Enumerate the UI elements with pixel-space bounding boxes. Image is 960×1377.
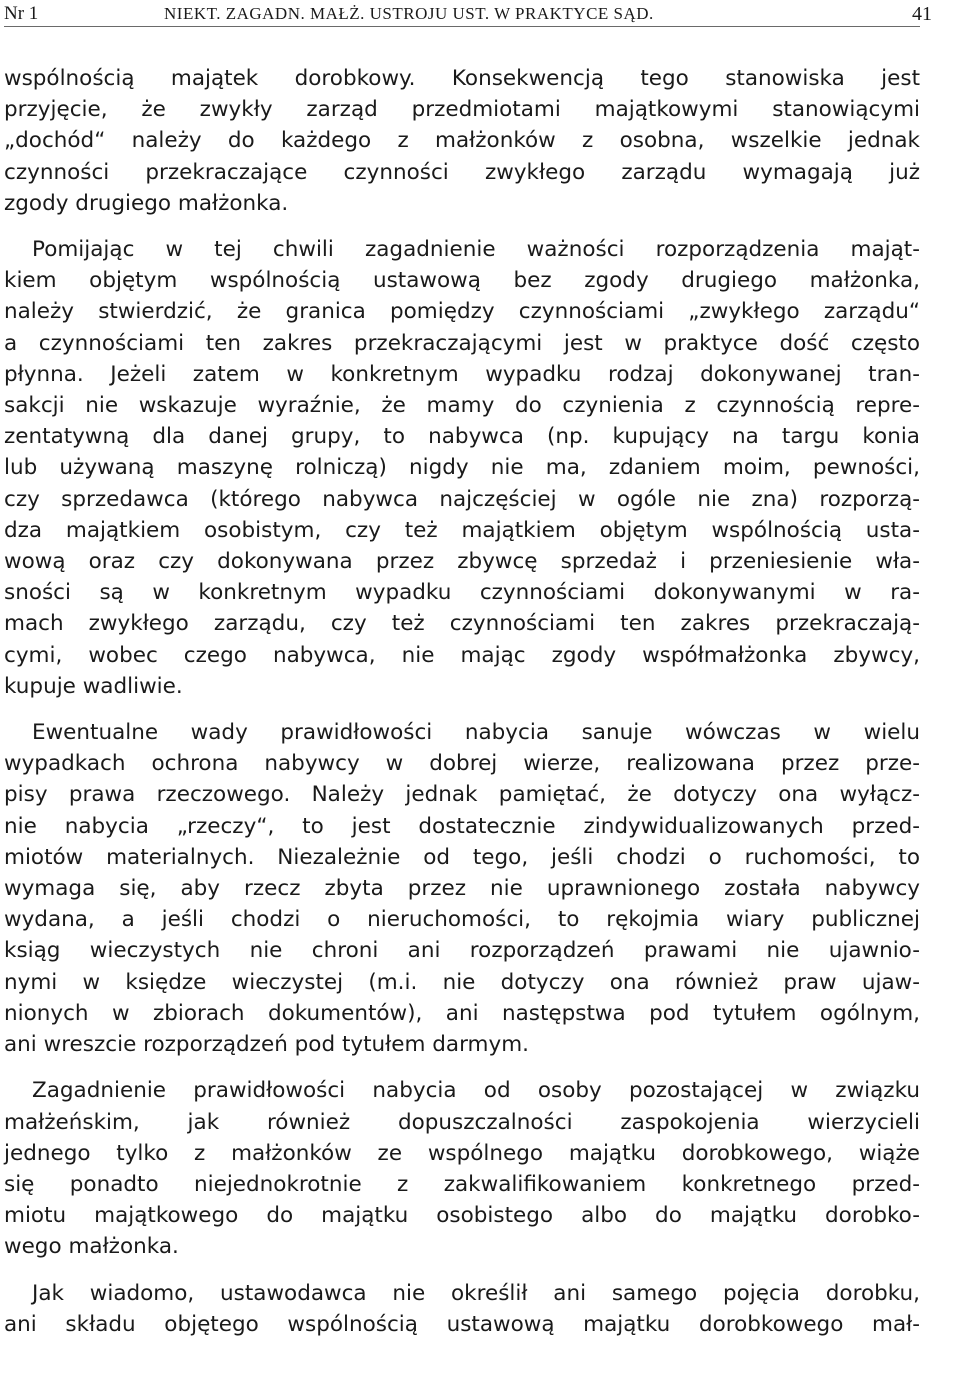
text-line: małżeńskim, jak również dopuszczalności zaspokojenia wierzycieli (4, 1109, 920, 1135)
text-line: lub używaną maszynę rolniczą) nigdy nie ma, zdaniem moim, pewności, (4, 455, 920, 481)
text-line: płynna. Jeżeli zatem w konkretnym wypadku rodzaj dokonywanej tran- (4, 361, 920, 387)
paragraph-gap (4, 219, 920, 234)
text-line: kiem objętym wspólnością ustawową bez zgody drugiego małżonka, (4, 268, 920, 294)
text-line: należy stwierdzić, że granica pomiędzy czynnościami „zwykłego zarządu“ (4, 299, 920, 325)
text-line: jednego tylko z małżonków ze wspólnego majątku dorobkowego, wiąże (4, 1140, 920, 1166)
paragraph (4, 63, 920, 219)
text-line: ani wreszcie rozporządzeń pod tytułem darmym. (4, 1032, 529, 1058)
text-line: miotów materialnych. Niezależnie od tego, jeśli chodzi o ruchomości, to (4, 844, 920, 870)
issue-label: Nr 1 (4, 3, 39, 24)
text-line: Zagadnienie prawidłowości nabycia od osoby pozostającej w związku (32, 1078, 920, 1104)
text-line: cymi, wobec czego nabywca, nie mając zgody współmałżonka zbywcy, (4, 642, 920, 668)
text-line: miotu majątkowego do majątku osobistego albo do majątku dorobko- (4, 1203, 920, 1229)
text-line: sakcji nie wskazuje wyraźnie, że mamy do czynienia z czynnością repre- (4, 393, 920, 419)
text-line: czynności przekraczające czynności zwykłego zarządu wymagają już (4, 159, 920, 185)
text-line: zgody drugiego małżonka. (4, 190, 289, 216)
text-line: kupuje wadliwie. (4, 673, 183, 699)
text-line: nionych w zbiorach dokumentów), ani następstwa pod tytułem ogólnym, (4, 1000, 920, 1026)
paragraph (4, 717, 920, 1060)
body-text (4, 63, 920, 1340)
text-line: „dochód“ należy do każdego z małżonków z osobna, wszelkie jednak (4, 128, 920, 154)
paragraph-gap (4, 1060, 920, 1075)
text-line: Pomijając w tej chwili zagadnienie ważności rozporządzenia mająt- (32, 237, 920, 263)
text-line: pisy prawa rzeczowego. Należy jednak pamiętać, że dotyczy ona wyłącz- (4, 782, 920, 808)
text-line: ksiąg wieczystych nie chroni ani rozporządzeń prawami nie ujawnio- (4, 938, 920, 964)
text-line: a czynnościami ten zakres przekraczającymi jest w praktyce dość często (4, 330, 920, 356)
running-title: NIEKT. ZAGADN. MAŁŻ. USTROJU UST. W PRAKTYCE SĄD. (164, 4, 654, 23)
text-line: Ewentualne wady prawidłowości nabycia sanuje wówczas w wielu (32, 720, 920, 746)
paragraph (4, 1278, 920, 1340)
text-line: mach zwykłego zarządu, czy też czynnościami ten zakres przekraczają- (4, 611, 920, 637)
text-line: czy sprzedawca (którego nabywca najczęściej w ogóle nie zna) rozporzą- (4, 486, 920, 512)
paragraph (4, 1075, 920, 1262)
text-line: wypadkach ochrona nabywcy w dobrej wierze, realizowana przez prze- (4, 751, 920, 777)
paragraph (4, 234, 920, 702)
text-line: wspólnością majątek dorobkowy. Konsekwencją tego stanowiska jest (4, 66, 920, 91)
running-header (4, 2, 932, 27)
text-line: wydana, a jeśli chodzi o nieruchomości, to rękojmia wiary publicznej (4, 907, 920, 933)
text-line: zentatywną dla danej grupy, to nabywca (np. kupujący na targu konia (4, 424, 920, 450)
text-line: nie nabycia „rzeczy“, to jest dostatecznie zindywidualizowanych przed- (4, 813, 920, 839)
text-line: ani składu objętego wspólnością ustawową majątku dorobkowego mał- (4, 1311, 920, 1337)
text-line: wową oraz czy dokonywana przez zbywcę sprzedaż i przeniesienie wła- (4, 549, 920, 575)
text-line: nymi w księdze wieczystej (m.i. nie dotyczy ona również praw ujaw- (4, 969, 920, 995)
paragraph-gap (4, 702, 920, 717)
page-number: 41 (912, 3, 932, 25)
text-line: się ponadto niejednokrotnie z zakwalifikowaniem konkretnego przed- (4, 1171, 920, 1197)
paragraph-gap (4, 1263, 920, 1278)
text-line: wego małżonka. (4, 1234, 179, 1260)
text-line: przyjęcie, że zwykły zarząd przedmiotami majątkowymi stanowiącymi (4, 97, 920, 123)
text-line: sności są w konkretnym wypadku czynnościami dokonywanymi w ra- (4, 580, 920, 606)
text-line: Jak wiadomo, ustawodawca nie określił ani samego pojęcia dorobku, (32, 1280, 920, 1306)
text-line: wymaga się, aby rzecz zbyta przez nie uprawnionego została nabywcy (4, 876, 920, 902)
text-line: dza majątkiem osobistym, czy też majątkiem objętym wspólnością usta- (4, 517, 920, 543)
